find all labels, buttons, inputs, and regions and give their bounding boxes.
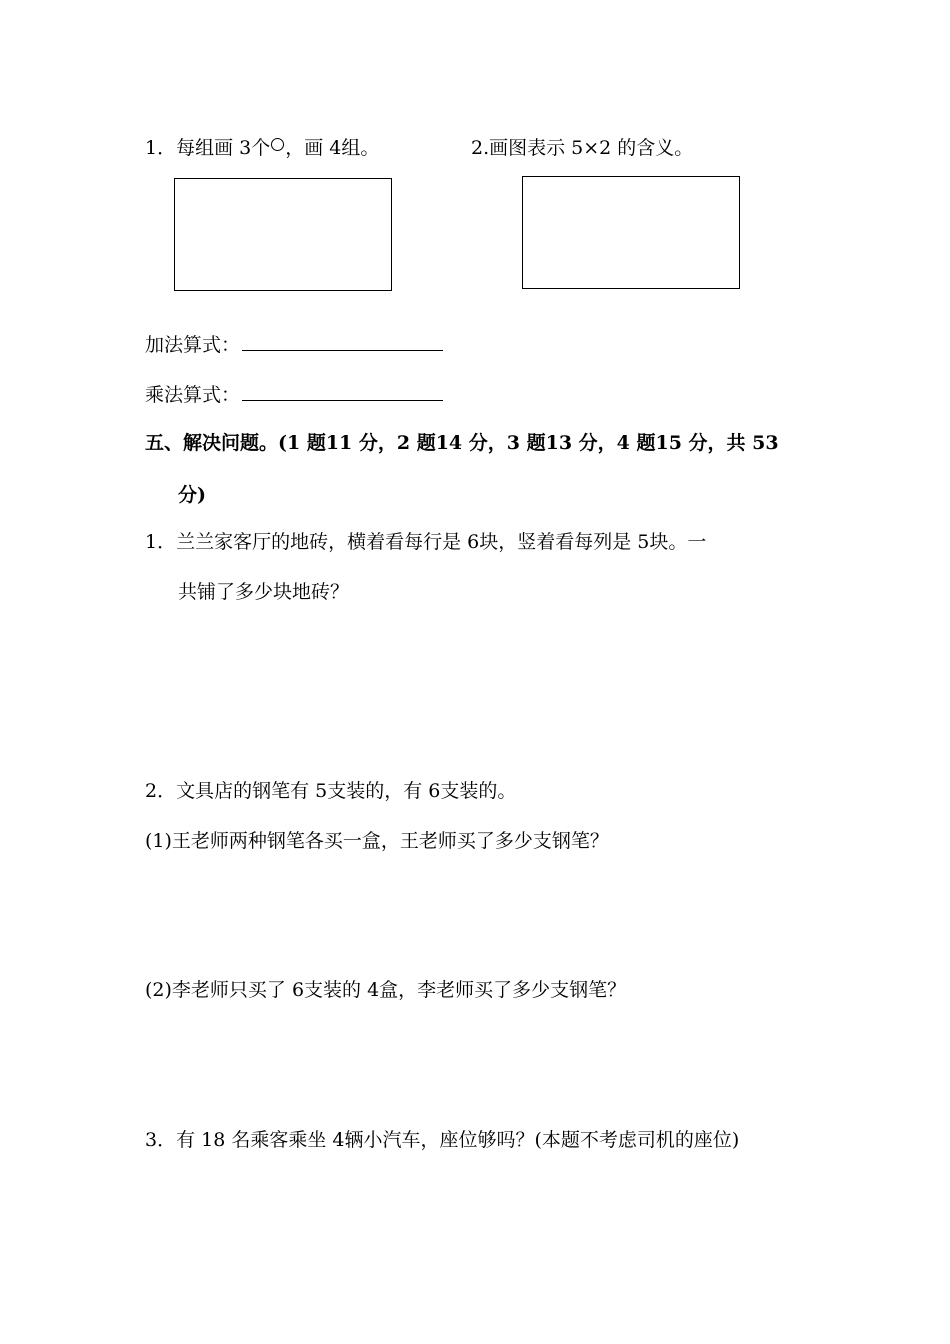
question-2-draw-meaning: 2.画图表示 5×2 的含义。 [471,137,694,159]
drawing-box-2[interactable] [522,176,740,289]
multiplication-formula-blank[interactable] [242,382,443,401]
question-1-draw-circles [145,133,379,160]
question-1-suffix: ，画 4组。 [285,137,380,159]
addition-formula-row [145,330,443,357]
drawing-box-1[interactable] [174,178,392,291]
multiplication-formula-label: 乘法算式： [145,384,241,406]
circle-icon [271,138,284,151]
problem-3: 3．有 18 名乘客乘坐 4辆小汽车，座位够吗？(本题不考虑司机的座位) [145,1129,740,1151]
multiplication-formula-row [145,380,443,407]
problem-1-line1: 1．兰兰家客厅的地砖，横着看每行是 6块，竖着看每列是 5块。一 [145,531,707,553]
question-1-prefix: 1．每组画 3个 [145,137,271,159]
addition-formula-label: 加法算式： [145,334,241,356]
problem-2: 2．文具店的钢笔有 5支装的，有 6支装的。 [145,780,517,802]
section-5-heading-cont: 分) [178,484,206,506]
problem-2-sub-1: (1)王老师两种钢笔各买一盒，王老师买了多少支钢笔？ [145,830,609,852]
problem-1-line2: 共铺了多少块地砖？ [178,581,350,603]
problem-2-sub-2: (2)李老师只买了 6支装的 4盒，李老师买了多少支钢笔？ [145,979,627,1001]
addition-formula-blank[interactable] [242,332,443,351]
section-5-heading: 五、解决问题。(1 题11 分，2 题14 分，3 题13 分，4 题15 分，共 53 [145,432,779,454]
